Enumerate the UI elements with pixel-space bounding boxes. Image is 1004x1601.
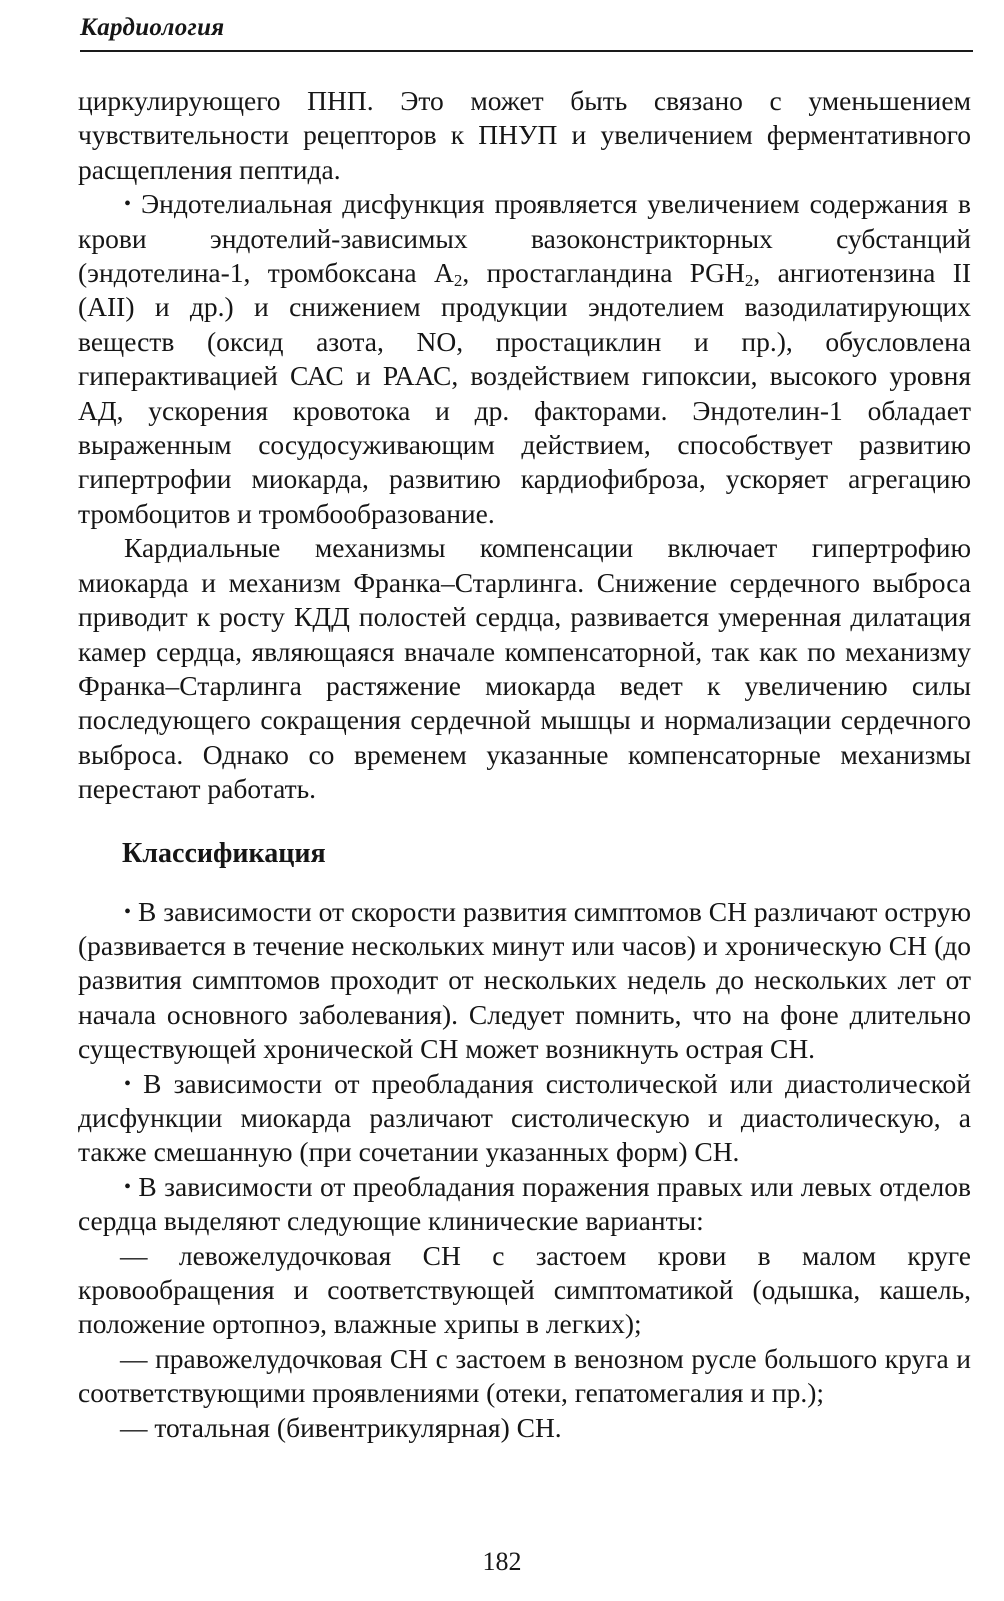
dash-item-total [78,1411,971,1445]
paragraph-text: циркулирующего ПНП. Это может быть связано с уменьшением чувствительности рецепторов к ПНУП и увеличением ферментативного расщепления пептида. [78,85,971,185]
paragraph-text: Кардиальные механизмы компенсации включает гипертрофию миокарда и механизм Франка–Старлинга. Снижение сердечного выброса приводит к росту КДД полостей сердца, развивается умеренная дилатация камер сердца, являющаяся вначале компенсаторной, так как по механизму Франка–Старлинга растяжение миокарда ведет к увеличению силы последующего сокращения сердечной мышцы и нормализации сердечного выброса. Однако со временем указанные компенсаторные механизмы перестают работать. [78,532,971,805]
paragraph-text-part: , ангиотензина II (AII) и др.) и снижением продукции эндотелием вазодилатирующих веществ (оксид азота, NO, простациклин и пр.), обусловлена гиперактивацией САС и РААС, воздействием гипоксии, высокого уровня АД, ускорения кровотока и др. факторами. Эндотелин-1 обладает выраженным сосудосуживающим действием, способствует развитию гипертрофии миокарда, развитию кардиофиброза, ускоряет агрегацию тромбоцитов и тромбообразование. [78,257,972,529]
paragraph-text-part: Эндотелиальная дисфункция проявляется увеличением содержания в крови эндотелий-зависимых вазоконстрикторных субстанций (эндотелина-1, тромбоксана A [78,188,971,289]
classification-item-speed [78,895,971,1067]
paragraph-text: В зависимости от преобладания поражения правых или левых отделов сердца выделяют следующие клинические варианты: [78,1170,972,1237]
section-heading: Классификация [122,837,326,869]
paragraph-text: — левожелудочковая СН с застоем крови в малом круге кровообращения и соответствующей симптоматикой (одышка, кашель, положение ортопноэ, влажные хрипы в легких); [78,1239,971,1340]
bullet-icon: • [124,1175,132,1198]
running-header-title: Кардиология [80,14,225,41]
paragraph-cardiac-mechanisms [78,531,971,806]
paragraph-text: В зависимости от преобладания систолической или диастолической дисфункции миокарда различают систолическую и диастолическую, а также смешанную (при сочетании указанных форм) СН. [78,1067,971,1168]
paragraph-text-part: , простагландина PGH [462,257,745,289]
classification-item-heart-side [78,1170,971,1239]
paragraph-text: В зависимости от скорости развития симптомов СН различают острую (развивается в течение нескольких минут или часов) и хроническую СН (до развития симптомов проходит от нескольких недель до нескольких лет от начала основного заболевания). Следует помнить, что на фоне длительно существующей хронической СН может возникнуть острая СН. [78,895,971,1065]
bullet-icon: • [124,900,132,923]
classification-item-dysfunction [78,1067,971,1170]
body-text [78,84,971,1445]
paragraph-text: — тотальная (бивентрикулярная) СН. [120,1411,562,1443]
header-rule [80,50,973,52]
subscript: 2 [744,271,754,291]
dash-item-left-ventricular [78,1239,971,1342]
bullet-icon: • [124,193,132,216]
paragraph-continuation [78,84,971,187]
paragraph-endothelial-dysfunction [78,187,971,531]
dash-item-right-ventricular [78,1342,971,1411]
bullet-icon: • [124,1072,132,1095]
page-number: 182 [482,1547,522,1576]
subscript: 2 [453,271,463,291]
paragraph-text: — правожелудочковая СН с застоем в венозном русле большого круга и соответствующими проявлениями (отеки, гепатомегалия и пр.); [78,1342,971,1409]
